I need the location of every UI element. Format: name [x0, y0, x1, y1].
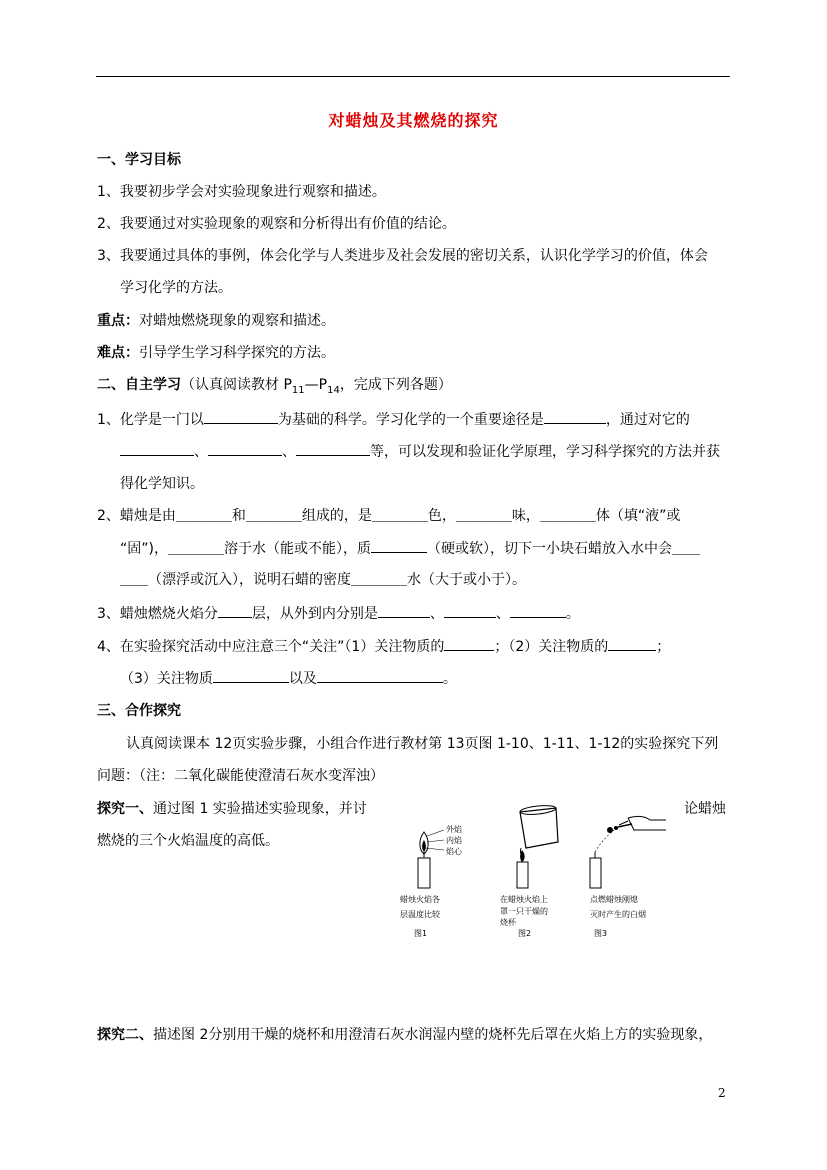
page-sub-end: 14: [327, 384, 340, 396]
fig3-caption-2: 灭时产生的白烟: [590, 910, 646, 919]
q3-end: 。: [565, 606, 580, 622]
q1-text-d: 等，可以发现和验证化学原理，学习科学探究的方法并获: [370, 444, 720, 460]
blank[interactable]: [317, 668, 443, 683]
section-heading-cooperation: 三、合作探究: [97, 703, 181, 719]
q2-text-b: （硬或软），切下一小块石蜡放入水中会＿＿: [426, 541, 700, 557]
q4-text-c: ；: [656, 639, 671, 655]
blank[interactable]: [444, 636, 494, 651]
figure-3-candle-match: [590, 816, 666, 888]
section-heading-goals: 一、学习目标: [97, 152, 181, 168]
explore-1-label: 探究一、: [97, 801, 153, 817]
section-heading-self-study: [97, 375, 737, 401]
cooperation-intro-line2: 问题：（注：二氧化碳能使澄清石灰水变浑浊）: [97, 768, 384, 784]
label-outer-flame: 外焰: [446, 825, 462, 834]
goal-3-line2: 学习化学的方法。: [120, 280, 232, 296]
candle-experiment-figure: [388, 800, 678, 945]
goal-1: 1、我要初步学会对实验现象进行观察和描述。: [97, 184, 386, 200]
explore-1-line2: 燃烧的三个火焰温度的高低。: [97, 833, 279, 849]
q1-text-b: 为基础的科学。学习化学的一个重要途径是: [277, 412, 544, 428]
page-sub-start: 11: [291, 384, 305, 396]
question-3: [97, 603, 737, 624]
blank[interactable]: [378, 603, 430, 618]
q1-sep-1: 、: [194, 444, 208, 460]
question-1-line2: [120, 441, 760, 462]
key-point-label: 重点：: [97, 313, 139, 329]
blank[interactable]: [544, 409, 606, 424]
q4-end: 。: [442, 671, 457, 687]
cooperation-intro-line1: 认真阅读课本 12页实验步骤，小组合作进行教材第 13页图 1-10、1-11、1-12的实验探究下列: [126, 736, 719, 752]
blank[interactable]: [608, 636, 656, 651]
blank[interactable]: [444, 603, 496, 618]
header-rule: [96, 76, 730, 77]
self-study-heading: 二、自主学习: [97, 377, 181, 393]
q1-text-c: ，通过对它的: [605, 412, 690, 428]
q4-text-b: ；（2）关注物质的: [494, 639, 609, 655]
q3-sep-2: 、: [495, 606, 510, 622]
q2-text-a: “固”)，＿＿＿＿溶于水（能或不能），质: [120, 541, 371, 557]
question-2-line1: 2、蜡烛是由＿＿＿＿和＿＿＿＿组成的，是＿＿＿＿色，＿＿＿＿味，＿＿＿＿体（填“液”或: [97, 508, 681, 524]
q4-text-e: 以及: [288, 671, 317, 687]
self-study-note-b: ，完成下列各题）: [339, 377, 452, 393]
explore-1-text-a: 通过图 1 实验描述实验现象，并讨: [153, 801, 367, 817]
difficulty-text: 引导学生学习科学探究的方法。: [139, 345, 335, 361]
blank[interactable]: [296, 441, 370, 456]
fig2-label: 图2: [518, 929, 532, 938]
q4-text-a: 4、在实验探究活动中应注意三个“关注”（1）关注物质的: [97, 639, 445, 655]
q4-text-d: （3）关注物质: [120, 671, 213, 687]
page-dash: —P: [304, 377, 328, 393]
page-number: 2: [718, 1086, 726, 1100]
key-point: [97, 311, 737, 331]
goal-2: 2、我要通过对实验现象的观察和分析得出有价值的结论。: [97, 216, 456, 232]
blank[interactable]: [510, 603, 566, 618]
fig2-caption-3: 烧杯: [500, 918, 516, 927]
question-1-line3: 得化学知识。: [120, 476, 204, 492]
q1-text-a: 1、化学是一门以: [97, 412, 204, 428]
blank[interactable]: [120, 441, 194, 456]
blank[interactable]: [371, 538, 427, 553]
difficulty-point: [97, 343, 737, 363]
q3-sep-1: 、: [429, 606, 444, 622]
explore-2: [97, 1025, 737, 1045]
blank[interactable]: [218, 603, 252, 618]
fig2-caption-2: 罩一只干燥的: [500, 907, 548, 916]
fig3-label: 图3: [594, 929, 608, 938]
q3-text-a: 3、蜡烛燃烧火焰分: [97, 606, 218, 622]
key-point-text: 对蜡烛燃烧现象的观察和描述。: [139, 313, 335, 329]
explore-2-label: 探究二、: [97, 1027, 153, 1043]
fig1-caption-1: 蜡烛火焰各: [400, 895, 440, 904]
label-inner-flame: 内焰: [446, 836, 462, 845]
q1-sep-2: 、: [282, 444, 296, 460]
question-4-line1: [97, 636, 737, 657]
fig3-caption-1: 点燃蜡烛刚熄: [590, 895, 638, 904]
explore-1-text-b: 论蜡烛: [684, 801, 726, 817]
fig1-label: 图1: [414, 929, 428, 938]
self-study-note-a: （认真阅读教材 P: [181, 377, 292, 393]
q3-text-b: 层，从外到内分别是: [251, 606, 378, 622]
figure-1-candle: [418, 830, 444, 888]
label-flame-core: 焰心: [446, 847, 462, 856]
question-4-line2: [120, 668, 760, 689]
fig2-caption-1: 在蜡烛火焰上: [500, 895, 548, 904]
explore-1-line1: [97, 799, 387, 819]
goal-3-line1: 3、我要通过具体的事例，体会化学与人类进步及社会发展的密切关系，认识化学学习的价值，体会: [97, 248, 708, 264]
page-title: 对蜡烛及其燃烧的探究: [328, 111, 499, 130]
difficulty-label: 难点：: [97, 345, 139, 361]
question-1-line1: [97, 409, 737, 430]
question-2-line3: ＿＿（漂浮或沉入），说明石蜡的密度＿＿＿＿水（大于或小于）。: [120, 572, 526, 588]
blank[interactable]: [204, 409, 278, 424]
figure-2-candle-beaker: [517, 804, 558, 888]
blank[interactable]: [208, 441, 282, 456]
explore-2-text: 描述图 2分别用干燥的烧杯和用澄清石灰水润湿内壁的烧杯先后罩在火焰上方的实验现象，: [153, 1027, 713, 1043]
question-2-line2: [120, 538, 760, 559]
blank[interactable]: [213, 668, 289, 683]
fig1-caption-2: 层温度比较: [400, 910, 440, 919]
